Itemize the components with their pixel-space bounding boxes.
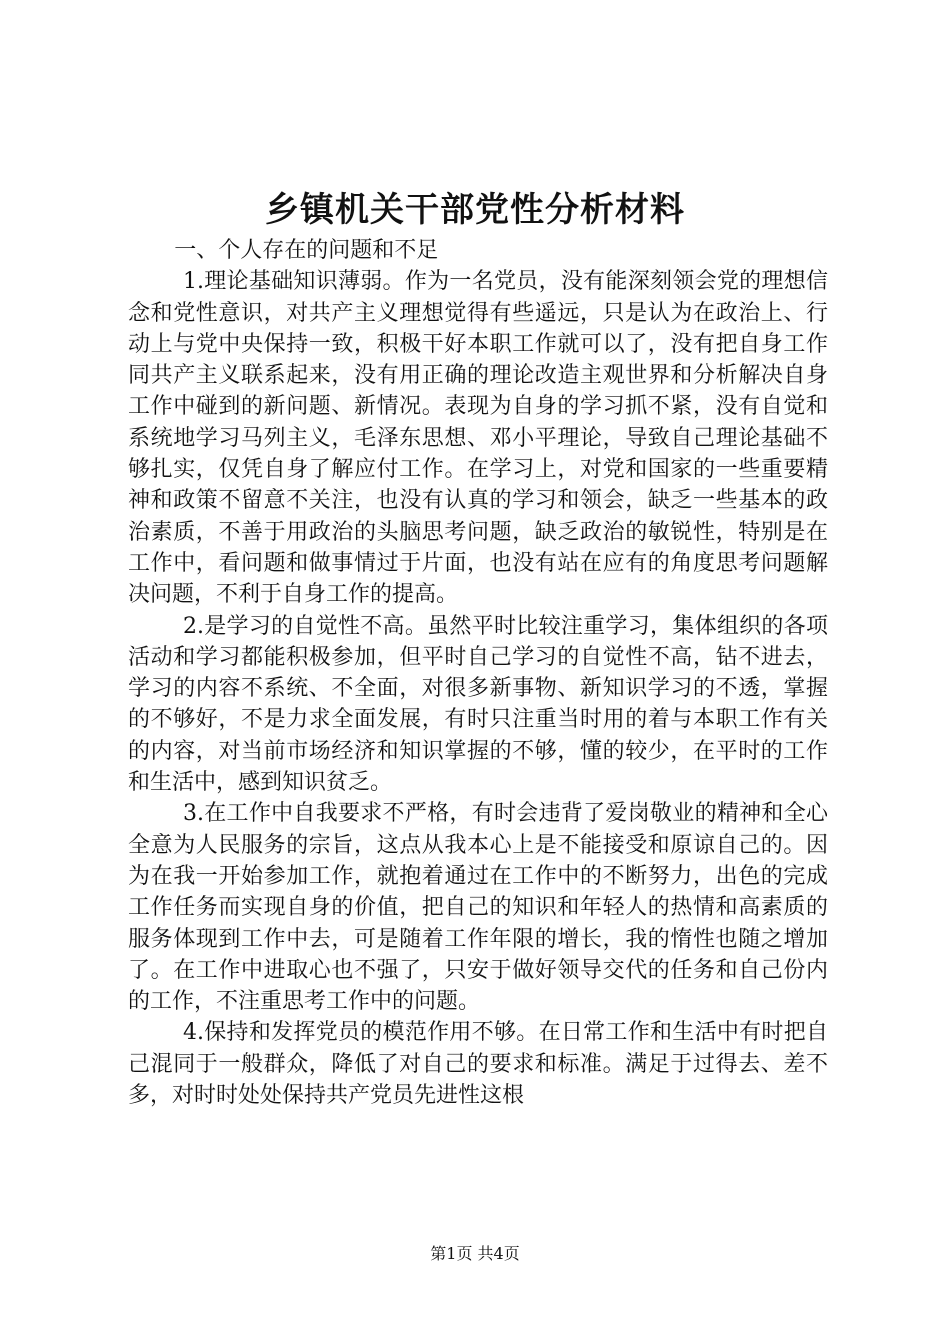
paragraph-1: 1.理论基础知识薄弱。作为一名党员，没有能深刻领会党的理想信念和党性意识，对共产主义理想觉得有些遥远，只是认为在政治上、行动上与党中央保持一致，积极干好本职工作就可以了，没有把自身工作同共产主义联系起来，没有用正确的理论改造主观世界和分析解决自身工作中碰到的新问题、新情况。表现为自身的学习抓不紧，没有自觉和系统地学习马列主义，毛泽东思想、邓小平理论，导致自己理论基础不够扎实，仅凭自身了解应付工作。在学习上，对党和国家的一些重要精神和政策不留意不关注，也没有认真的学习和领会，缺乏一些基本的政治素质，不善于用政治的头脑思考问题，缺乏政治的敏锐性，特别是在工作中，看问题和做事情过于片面，也没有站在应有的角度思考问题解决问题，不利于自身工作的提高。 xyxy=(128,269,828,608)
section-heading: 一、个人存在的问题和不足 xyxy=(174,238,439,263)
document-body xyxy=(128,235,828,1111)
paragraph-2: 2.是学习的自觉性不高。虽然平时比较注重学习，集体组织的各项活动和学习都能积极参加，但平时自己学习的自觉性不高，钻不进去，学习的内容不系统、不全面，对很多新事物、新知识学习的不透，掌握的不够好，不是力求全面发展，有时只注重当时用的着与本职工作有关的内容，对当前市场经济和知识掌握的不够，懂的较少，在平时的工作和生活中，感到知识贫乏。 xyxy=(128,613,828,796)
paragraph-4: 4.保持和发挥党员的模范作用不够。在日常工作和生活中有时把自己混同于一般群众，降低了对自己的要求和标准。满足于过得去、差不多，对时时处处保持共产党员先进性这根 xyxy=(128,1020,828,1109)
document-title: 乡镇机关干部党性分析材料 xyxy=(265,190,685,230)
page-number-footer: 第1页 共4页 xyxy=(430,1244,520,1263)
paragraph-3: 3.在工作中自我要求不严格，有时会违背了爱岗敬业的精神和全心全意为人民服务的宗旨，这点从我本心上是不能接受和原谅自己的。因为在我一开始参加工作，就抱着通过在工作中的不断努力，出色的完成工作任务而实现自身的价值，把自己的知识和年轻人的热情和高素质的服务体现到工作中去，可是随着工作年限的增长，我的惰性也随之增加了。在工作中进取心也不强了，只安于做好领导交代的任务和自己份内的工作，不注重思考工作中的问题。 xyxy=(128,801,828,1015)
